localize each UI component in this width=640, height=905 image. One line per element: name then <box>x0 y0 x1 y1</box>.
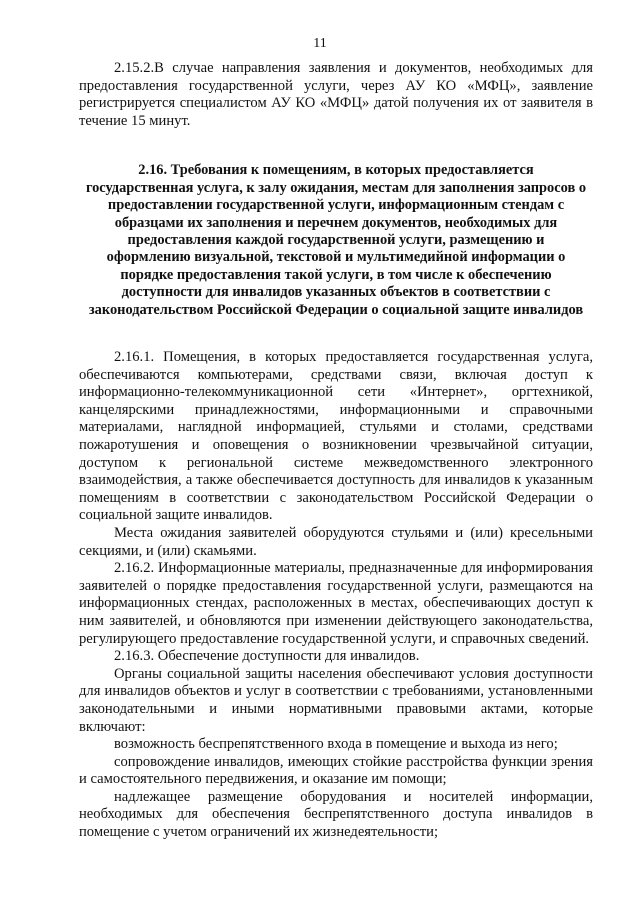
list-item: надлежащее размещение оборудования и носителей информации, необходимых для обеспечения беспрепятственного доступа инвалидов в помещение с учетом ограничений их жизнедеятельности; <box>79 788 593 841</box>
paragraph-2-16-1: 2.16.1. Помещения, в которых предоставляется государственная услуга, обеспечиваются компьютерами, средствами связи, включая доступ к информационно-телекоммуникационной сети «Интернет», оргтехникой, канцелярскими принадлежностями, информационными и справочными материалами, наглядной информацией, стульями и столами, средствами пожаротушения и оповещения о возникновении чрезвычайной ситуации, доступом к региональной системе межведомственного электронного взаимодействия, а также обеспечивается доступность для инвалидов к указанным помещениям в соответствии с законодательством Российской Федерации о социальной защите инвалидов. <box>79 349 593 524</box>
paragraph-waiting-places: Места ожидания заявителей оборудуются стульями и (или) кресельными секциями, и (или) скамьями. <box>79 524 593 559</box>
paragraph-2-16-2: 2.16.2. Информационные материалы, предназначенные для информирования заявителей о порядке предоставления государственной услуги, размещаются на информационных стендах, расположенных в местах, обеспечивающих доступ к ним заявителей, и обновляются при изменении действующего законодательства, регулирующего предоставление государственной услуги, и справочных сведений. <box>79 560 593 647</box>
page-number: 11 <box>313 36 327 51</box>
document-body <box>79 60 593 842</box>
list-item: возможность беспрепятственного входа в помещение и выхода из него; <box>114 736 558 753</box>
paragraph-social-protection-organs: Органы социальной защиты населения обеспечивают условия доступности для инвалидов объектов и услуг в соответствии с требованиями, установленными законодательными и иными нормативными правовыми актами, которые включают: <box>79 665 593 735</box>
list-item: сопровождение инвалидов, имеющих стойкие расстройства функции зрения и самостоятельного передвижения, и оказание им помощи; <box>79 753 593 788</box>
paragraph-2-16-3: 2.16.3. Обеспечение доступности для инвалидов. <box>114 648 420 665</box>
section-heading-2-16: 2.16. Требования к помещениям, в которых предоставляется государственная услуга, к залу ожидания, местам для заполнения запросов о предоставлении государственной услуги, информационным стендам с образцами их заполнения и перечнем документов, необходимых для предоставления каждой государственной услуги, размещению и оформлению визуальной, текстовой и мультимедийной информации о порядке предоставления такой услуги, в том числе к обеспечению доступности для инвалидов указанных объектов в соответствии с законодательством Российской Федерации о социальной защите инвалидов <box>85 162 587 318</box>
paragraph-2-15-2: 2.15.2.В случае направления заявления и документов, необходимых для предоставления государственной услуги, через АУ КО «МФЦ», заявление регистрируется специалистом АУ КО «МФЦ» датой получения их от заявителя в течение 15 минут. <box>79 60 593 129</box>
